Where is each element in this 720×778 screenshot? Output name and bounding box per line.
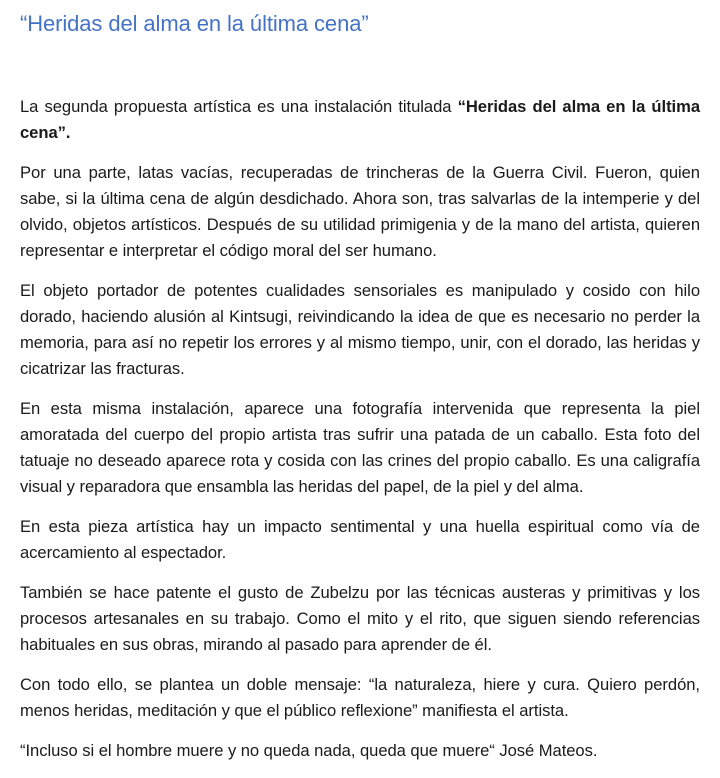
document-title: “Heridas del alma en la última cena” [20,11,369,36]
paragraph-mensaje: Con todo ello, se plantea un doble mensaje: “la naturaleza, hiere y cura. Quiero perdón, menos heridas, meditación y que el público reflexione” manifiesta el artista. [20,675,700,720]
intro-text: La segunda propuesta artística es una instalación titulada [20,97,458,116]
intro-paragraph [20,94,700,146]
paragraph-kintsugi: El objeto portador de potentes cualidades sensoriales es manipulado y cosido con hilo dorado, haciendo alusión al Kintsugi, reivindicando la idea de que es necesario no perder la memoria, para así no repetir los errores y al mismo tiempo, unir, con el dorado, las heridas y cicatrizar las fracturas. [20,281,700,378]
paragraph-impacto: En esta pieza artística hay un impacto sentimental y una huella espiritual como vía de acercamiento al espectador. [20,517,700,562]
paragraph-latas: Por una parte, latas vacías, recuperadas de trincheras de la Guerra Civil. Fueron, quien sabe, si la última cena de algún desdichado. Ahora son, tras salvarlas de la intemperie y del olvido, objetos artísticos. Después de su utilidad primigenia y de la mano del artista, quieren representar e interpretar el código moral del ser humano. [20,163,700,260]
paragraph-tecnicas: También se hace patente el gusto de Zubelzu por las técnicas austeras y primitivas y los procesos artesanales en su trabajo. Como el mito y el rito, que siguen siendo referencias habituales en sus obras, mirando al pasado para aprender de él. [20,583,700,654]
document-body [20,94,700,778]
intro-bold-title: “Heridas del alma en la última cena”. [20,97,700,142]
paragraph-cita: “Incluso si el hombre muere y no queda nada, queda que muere“ José Mateos. [20,741,598,760]
document-page [20,0,700,760]
paragraph-fotografia: En esta misma instalación, aparece una fotografía intervenida que representa la piel amoratada del cuerpo del propio artista tras sufrir una patada de un caballo. Esta foto del tatuaje no deseado aparece rota y cosida con las crines del propio caballo. Es una caligrafía visual y reparadora que ensambla las heridas del papel, de la piel y del alma. [20,399,700,496]
